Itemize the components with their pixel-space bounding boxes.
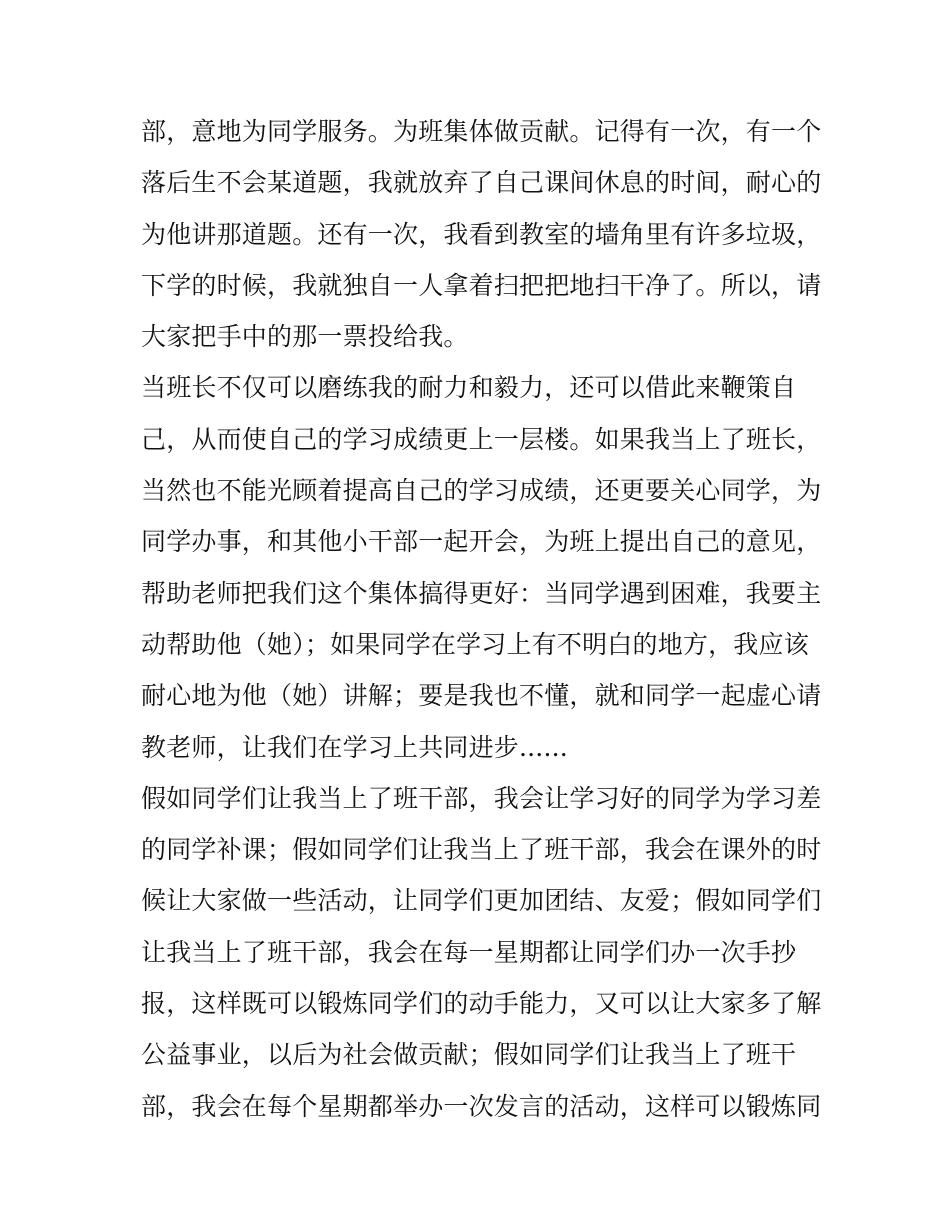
text-line: 部，意地为同学服务。为班集体做贡献。记得有一次，有一个	[141, 117, 822, 146]
text-line: 报，这样既可以锻炼同学们的动手能力，又可以让大家多了解	[141, 989, 822, 1019]
text-line: 的同学补课；假如同学们让我当上了班干部，我会在课外的时	[141, 835, 822, 865]
text-line: 当然也不能光顾着提高自己的学习成绩，还更要关心同学，为	[141, 476, 822, 506]
text-line: 部，我会在每个星期都举办一次发言的活动，这样可以锻炼同	[141, 1091, 822, 1121]
text-line: 落后生不会某道题，我就放弃了自己课间休息的时间，耐心的	[141, 168, 822, 198]
text-line: 动帮助他（她）；如果同学在学习上有不明白的地方，我应该	[141, 629, 809, 659]
text-line: 帮助老师把我们这个集体搞得更好：当同学遇到困难，我要主	[141, 578, 822, 608]
text-line: 己，从而使自己的学习成绩更上一层楼。如果我当上了班长，	[141, 424, 822, 454]
text-line: 候让大家做一些活动，让同学们更加团结、友爱；假如同学们	[141, 886, 822, 916]
text-line: 教老师，让我们在学习上共同进步......	[141, 732, 568, 762]
text-line: 当班长不仅可以磨练我的耐力和毅力，还可以借此来鞭策自	[141, 373, 797, 403]
text-line: 大家把手中的那一票投给我。	[141, 322, 469, 352]
text-line: 让我当上了班干部，我会在每一星期都让同学们办一次手抄	[141, 937, 797, 967]
text-line: 下学的时候，我就独自一人拿着扫把把地扫干净了。所以，请	[141, 270, 822, 300]
body-text	[141, 106, 821, 1132]
text-line: 同学办事，和其他小干部一起开会，为班上提出自己的意见，	[141, 527, 822, 557]
text-line: 耐心地为他（她）讲解；要是我也不懂，就和同学一起虚心请	[141, 681, 822, 711]
text-line: 公益事业，以后为社会做贡献；假如同学们让我当上了班干	[141, 1040, 797, 1070]
text-line: 假如同学们让我当上了班干部，我会让学习好的同学为学习差	[141, 783, 822, 813]
text-line: 为他讲那道题。还有一次，我看到教室的墙角里有许多垃圾，	[141, 219, 822, 249]
